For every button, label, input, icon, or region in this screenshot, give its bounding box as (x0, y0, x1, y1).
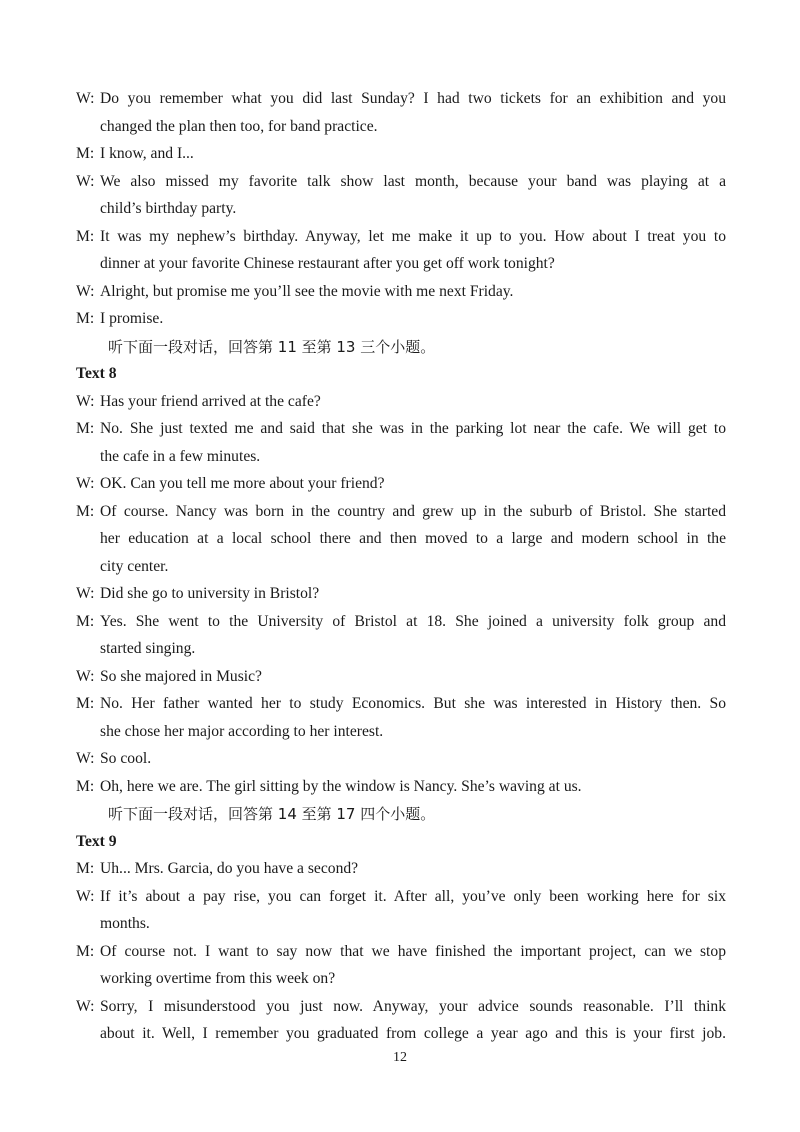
dialogue-line: We also missed my favorite talk show last month, because your band was playing at a (100, 173, 726, 190)
speaker-label: M: (76, 145, 95, 162)
speaker-label: M: (76, 613, 95, 630)
speaker-label: W: (76, 668, 95, 685)
speaker-label: W: (76, 173, 95, 190)
speaker-label: M: (76, 228, 95, 245)
speaker-label: M: (76, 860, 95, 877)
dialogue-line: started singing. (100, 640, 196, 657)
dialogue-line: Of course. Nancy was born in the country and grew up in the suburb of Bristol. She started (100, 503, 726, 520)
speaker-label: M: (76, 420, 95, 437)
dialogue-line: Of course not. I want to say now that we have finished the important project, can we stop (100, 943, 726, 960)
dialogue-line: months. (100, 915, 150, 932)
speaker-label: W: (76, 393, 95, 410)
dialogue-line: So she majored in Music? (100, 668, 262, 685)
dialogue-line: the cafe in a few minutes. (100, 448, 261, 465)
dialogue-line: Did she go to university in Bristol? (100, 585, 320, 602)
dialogue-line: Yes. She went to the University of Bristol at 18. She joined a university folk group and (100, 613, 726, 630)
section-heading: Text 9 (76, 833, 117, 850)
speaker-label: W: (76, 283, 95, 300)
dialogue-line: dinner at your favorite Chinese restaurant after you get off work tonight? (100, 255, 555, 272)
dialogue-line: OK. Can you tell me more about your friend? (100, 475, 385, 492)
speaker-label: M: (76, 503, 95, 520)
dialogue-line: No. Her father wanted her to study Economics. But she was interested in History then. So (100, 695, 726, 712)
dialogue-line: Do you remember what you did last Sunday? I had two tickets for an exhibition and you (100, 90, 726, 107)
speaker-label: W: (76, 888, 95, 905)
dialogue-line: Has your friend arrived at the cafe? (100, 393, 321, 410)
speaker-label: W: (76, 585, 95, 602)
speaker-label: M: (76, 943, 95, 960)
section-heading: Text 8 (76, 365, 117, 382)
speaker-label: W: (76, 90, 95, 107)
dialogue-line: Sorry, I misunderstood you just now. Anyway, your advice sounds reasonable. I’ll think (100, 998, 726, 1015)
speaker-label: W: (76, 998, 95, 1015)
dialogue-line: Oh, here we are. The girl sitting by the window is Nancy. She’s waving at us. (100, 778, 582, 795)
page-number: 12 (393, 1050, 407, 1065)
speaker-label: M: (76, 778, 95, 795)
dialogue-line: Alright, but promise me you’ll see the movie with me next Friday. (100, 283, 514, 300)
dialogue-line: working overtime from this week on? (100, 970, 336, 987)
speaker-label: M: (76, 310, 95, 327)
speaker-label: M: (76, 695, 95, 712)
dialogue-line: No. She just texted me and said that she was in the parking lot near the cafe. We will get to (100, 420, 726, 437)
dialogue-line: changed the plan then too, for band practice. (100, 118, 378, 135)
dialogue-line: she chose her major according to her interest. (100, 723, 384, 740)
dialogue-line: I promise. (100, 310, 164, 327)
dialogue-line: It was my nephew’s birthday. Anyway, let me make it up to you. How about I treat you to (100, 228, 726, 245)
dialogue-line: city center. (100, 558, 169, 575)
dialogue-line: If it’s about a pay rise, you can forget it. After all, you’ve only been working here for six (100, 888, 726, 905)
listening-instruction: 听下面一段对话，回答第 11 至第 13 三个小题。 (108, 338, 436, 356)
dialogue-line: child’s birthday party. (100, 200, 237, 217)
dialogue-line: I know, and I... (100, 145, 194, 162)
dialogue-line: So cool. (100, 750, 152, 767)
listening-instruction: 听下面一段对话，回答第 14 至第 17 四个小题。 (108, 805, 436, 823)
dialogue-line: Uh... Mrs. Garcia, do you have a second? (100, 860, 359, 877)
speaker-label: W: (76, 750, 95, 767)
dialogue-line: about it. Well, I remember you graduated from college a year ago and this is your first job. (100, 1025, 726, 1042)
speaker-label: W: (76, 475, 95, 492)
dialogue-line: her education at a local school there and then moved to a large and modern school in the (100, 530, 726, 547)
